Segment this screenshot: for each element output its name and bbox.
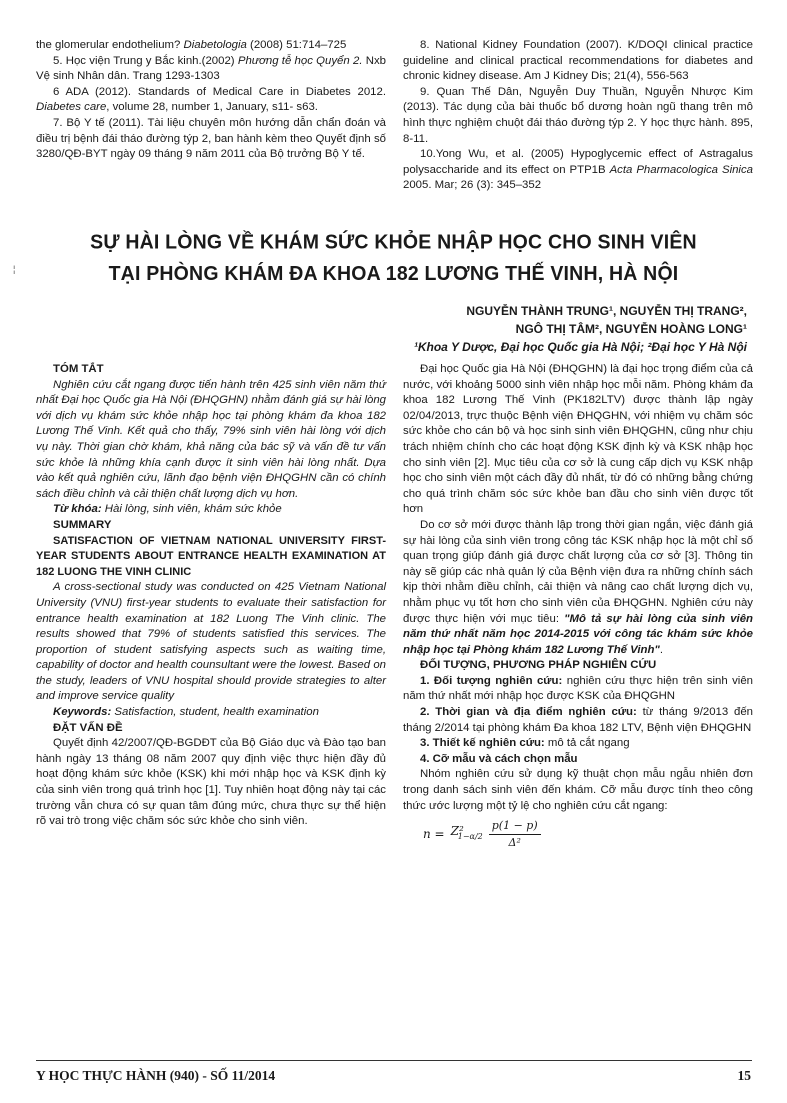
journal-footer: Y HỌC THỰC HÀNH (940) - SỐ 11/2014 (36, 1068, 276, 1083)
right-p2-end: . (659, 643, 663, 656)
right-reference-1 (403, 38, 753, 85)
left-reference-3 (36, 85, 386, 116)
method-2-label: 2. Thời gian và địa điểm nghiên cứu: (420, 706, 637, 719)
method-3 (403, 736, 753, 752)
right-p2-text: Do cơ sở mới được thành lập trong thời gian ngắn, việc đánh giá sự hài lòng của sinh viên trong công tác KSK nhập học là một chỉ số quan trọng giúp đánh giá được chất lượng của cơ sở [3]. Thông tin này sẽ giúp các nhà quản lý của Bệnh viện đưa ra những chính sách kịp thời nhằm điều chỉnh, cải thiện và nâng cao chất lượng dịch vụ, nhằm phục vụ tốt hơn cho sinh viên của ĐHQGHN. Nghiên cứu này được thực hiện với mục tiêu: (403, 518, 753, 625)
article-title (0, 227, 787, 290)
keywords-label: Keywords: (53, 706, 112, 719)
reference-text: 7. Bộ Y tế (2011). Tài liệu chuyên môn hướng dẫn chẩn đoán và điều trị bệnh đái tháo đường týp 2, ban hành kèm theo Quyết định số 3280/QĐ-BYT ngày 09 tháng 9 năm 2011 của Bộ trưởng Bộ Y tế. (36, 116, 386, 161)
method-2 (403, 705, 753, 736)
reference-italic: Diabetes care (36, 101, 107, 114)
references-left (36, 38, 386, 163)
method-1 (403, 674, 753, 705)
formula-z-main: Z² (450, 824, 464, 839)
formula-fraction (489, 818, 541, 850)
study-objective: "Mô tả sự hài lòng của sinh viên năm thứ nhất năm học 2014-2015 với công tác khám sức khỏe nhập học tại Phòng khám 182 Lương Thế Vinh" (403, 612, 753, 656)
right-paragraph-1: Đại học Quốc gia Hà Nội (ĐHQGHN) là đại học trọng điểm của cả nước, với khoảng 5000 sinh viên nhập học mỗi năm. Phòng khám đa khoa 182 Lương Thế Vinh (PK182LTV) được thành lập ngày 02/04/2013, trực thuộc Bệnh viện ĐHQGHN, với nhiệm vụ chăm sóc sức khỏe cho cán bộ và học sinh sinh viên ĐHQGHN, cũng như chịu trách nhiệm chính cho các hoạt động KSK định kỳ và KSK nhập học cho sinh viên [2]. Mục tiêu của cơ sở là cung cấp dịch vụ KSK nhập học cho sinh viên một cách đầy đủ nhất, từ đó có những bằng chứng cho quá trình chăm sóc sức khỏe ban đầu cho sinh viên được tốt hơn (403, 363, 753, 516)
page-number: 15 (737, 1068, 751, 1083)
method-3-label: 3. Thiết kế nghiên cứu: (420, 737, 545, 750)
reference-text: 8. National Kidney Foundation (2007). K/DOQI clinical practice guideline and clinical practical recommendations for diabetes and chronic kidney disease. Am J Kidney Dis; 21(4), 556-563 (403, 39, 753, 83)
summary-heading: SUMMARY (53, 518, 112, 531)
tukhoa-label: Từ khóa: (53, 503, 102, 516)
reference-italic: Acta Pharmacologica Sinica (609, 163, 753, 176)
left-reference-2 (36, 54, 386, 85)
affiliation: ¹Khoa Y Dược, Đại học Quốc gia Hà Nội; ²Đại học Y Hà Nội (413, 340, 747, 354)
body-right-column (403, 362, 753, 850)
reference-text: 6 ADA (2012). Standards of Medical Care in Diabetes 2012. (53, 85, 386, 98)
summary-body: A cross-sectional study was conducted on 425 Vietnam National University (VNU) first-year students to evaluate their satisfaction for entrance health examination at 182 Luong The Vinh clinic. The results showed that 79% of students satisfied this services. The proportion of student satisfying aspects such as waiting time, capability of doctor and health counsultant were the lowest. Based on the study, leaders of VNU hospital should provide strategies to alter and improve service quality (36, 581, 386, 703)
tukhoa-line (36, 502, 386, 518)
tomtat-body: Nghiên cứu cắt ngang được tiến hành trên 425 sinh viên năm thứ nhất Đại học Quốc gia Hà Nội (ĐHQGHN) nhằm đánh giá sự hài lòng với dịch vụ khám sức khỏe nhập học tại phòng khám đa khoa 182 Lương Thế Vinh. Kết quả cho thấy, 79% sinh viên hài lòng với dịch vụ này. Thời gian chờ khám, khả năng của bác sỹ và vấn đề tư vấn sức khỏe là những khía cạnh được ít sinh viên hài lòng nhất. Dựa vào kết quả nghiên cứu, lãnh đạo bệnh viện ĐHQGHN cần có chính sách điều chỉnh và cải thiện chất lượng dịch vụ hơn. (36, 378, 386, 500)
formula-lhs: n = (423, 826, 445, 841)
left-reference-4 (36, 116, 386, 163)
reference-tail: , volume 28, number 1, January, s11- s63. (106, 101, 318, 114)
formula-z-sub: 1−α/2 (457, 831, 483, 841)
keywords-line (36, 705, 386, 721)
right-paragraph-2 (403, 518, 753, 658)
method-1-label: 1. Đối tượng nghiên cứu: (420, 674, 563, 687)
summary-title: SATISFACTION OF VIETNAM NATIONAL UNIVERSITY FIRST-YEAR STUDENTS ABOUT ENTRANCE HEALTH EXAMINATION AT 182 LUONG THE VINH CLINIC (36, 534, 386, 578)
method-2-text: từ tháng 9/2013 đến tháng 2/2014 tại phòng khám Đa khoa 182 LTV, Bệnh viện ĐHQGHN (403, 706, 753, 734)
left-reference-1 (36, 38, 386, 54)
tukhoa-text: Hài lòng, sinh viên, khám sức khỏe (101, 503, 282, 516)
footer-divider (36, 1060, 752, 1061)
title-line-2: TẠI PHÒNG KHÁM ĐA KHOA 182 LƯƠNG THẾ VINH, HÀ NỘI (108, 262, 679, 286)
tomtat-heading: TÓM TẮT (53, 363, 104, 375)
reference-italic: Phương tễ học Quyển 2. (237, 54, 363, 67)
keywords-text: Satisfaction, student, health examination (111, 706, 319, 719)
datvande-paragraph: Quyết định 42/2007/QĐ-BGDĐT của Bộ Giáo dục và Đào tạo ban hành ngày 13 tháng 08 năm 2007 quy định việc thực hiện đầy đủ hoạt động khám sức khỏe (KSK) khi mới nhập học và KSK định kỳ của sinh viên trong quá trình học [1]. Tuy nhiên hoạt động này tại các trường vẫn chưa có sự quan tâm đúng mức, chưa thực sự thể hiện rõ vai trò trong việc chăm sóc sức khỏe cho sinh viên. (36, 737, 386, 828)
reference-tail: 2005. Mar; 26 (3): 345–352 (403, 179, 542, 192)
reference-tail: (2008) 51:714–725 (246, 39, 347, 51)
method-3-text: mô tả cắt ngang (544, 737, 630, 750)
method-1-text: nghiên cứu thực hiện trên sinh viên năm thứ nhất mới nhập học được KSK của ĐHQGHN (403, 674, 753, 703)
reference-italic: Diabetologia (183, 39, 247, 51)
method-4-label: 4. Cỡ mẫu và cách chọn mẫu (420, 752, 578, 765)
body-left-column (36, 362, 386, 830)
reference-tail: Nxb Vệ sinh Nhân dân. Trang 1293-1303 (36, 54, 386, 83)
reference-text: the glomerular endothelium? (36, 39, 184, 51)
methods-heading: ĐỐI TƯỢNG, PHƯƠNG PHÁP NGHIÊN CỨU (420, 659, 657, 672)
formula-z (451, 824, 483, 844)
right-reference-2 (403, 85, 753, 147)
right-reference-3 (403, 147, 753, 194)
datvande-heading: ĐẶT VẤN ĐỀ (53, 721, 123, 734)
title-line-1: SỰ HÀI LÒNG VỀ KHÁM SỨC KHỎE NHẬP HỌC CHO SINH VIÊN (90, 230, 697, 254)
reference-text: 10.Yong Wu, et al. (2005) Hypoglycemic effect of Astragalus polysaccharide and its effect on PTP1B (403, 148, 753, 176)
reference-text: 5. Học viện Trung y Bắc kinh.(2002) (53, 54, 238, 67)
reference-text: 9. Quan Thế Dân, Nguyễn Duy Thuần, Nguyễn Nhược Kim (2013). Tác dụng của bài thuốc bổ dương hoàn ngũ thang trên mô hình thực nghiệm chuột đái tháo đường týp 2. Y học thực hành. 895, 8-11. (403, 85, 753, 145)
sample-size-formula (423, 818, 753, 850)
formula-numerator: p(1 − p) (489, 818, 541, 835)
authors-line-2: NGÔ THỊ TÂM², NGUYỄN HOÀNG LONG¹ (515, 322, 747, 336)
authors-block (414, 302, 747, 356)
margin-mark: ¦ (13, 264, 16, 274)
references-right (403, 38, 753, 194)
authors-line-1: NGUYỄN THÀNH TRUNG¹, NGUYỄN THỊ TRANG², (466, 304, 747, 318)
method-4-text: Nhóm nghiên cứu sử dụng kỹ thuật chọn mẫu ngẫu nhiên đơn trong danh sách sinh viên đến khám. Cỡ mẫu được tính theo công thức ước lượng một tỷ lệ cho nghiên cứu cắt ngang: (403, 768, 753, 812)
formula-denominator: Δ² (508, 835, 521, 849)
